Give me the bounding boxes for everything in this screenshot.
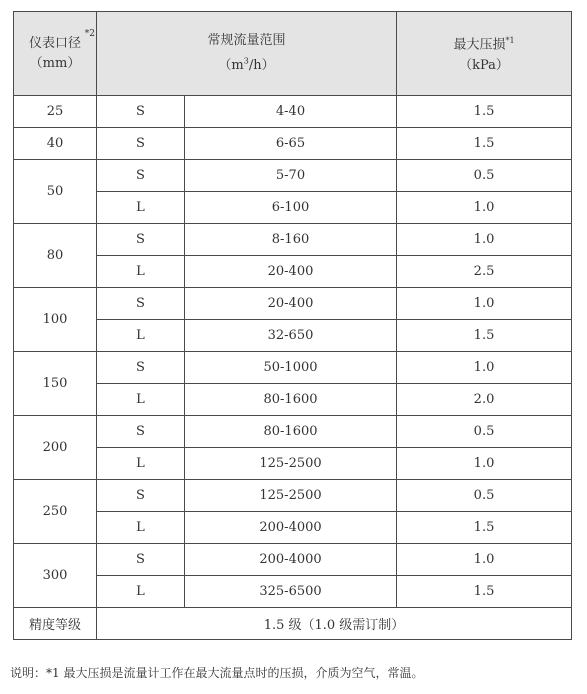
header-loss-unit: （kPa） xyxy=(459,57,509,73)
flow-cell: 20-400 xyxy=(185,256,397,288)
type-cell: S xyxy=(97,96,185,128)
flow-cell: 6-100 xyxy=(185,192,397,224)
header-diameter-label: 仪表口径 xyxy=(28,35,81,51)
header-loss-label: 最大压损 xyxy=(453,37,506,53)
table-row xyxy=(14,544,572,576)
table-row xyxy=(14,320,572,352)
header-diameter xyxy=(14,12,97,96)
diameter-cell: 200 xyxy=(14,416,97,480)
flow-cell: 200-4000 xyxy=(185,544,397,576)
loss-cell: 0.5 xyxy=(397,160,572,192)
accuracy-label: 精度等级 xyxy=(14,608,97,640)
table-row xyxy=(14,96,572,128)
flow-cell: 125-2500 xyxy=(185,448,397,480)
loss-cell: 1.5 xyxy=(397,128,572,160)
diameter-cell: 50 xyxy=(14,160,97,224)
loss-cell: 1.0 xyxy=(397,288,572,320)
loss-cell: 2.0 xyxy=(397,384,572,416)
type-cell: S xyxy=(97,288,185,320)
diameter-cell: 300 xyxy=(14,544,97,608)
footnote: 说明：*1 最大压损是流量计工作在最大流量点时的压损，介质为空气，常温。 xyxy=(10,666,424,680)
header-diameter-unit: （mm） xyxy=(29,55,81,71)
header-diameter-note: *2 xyxy=(84,28,95,39)
loss-cell: 0.5 xyxy=(397,416,572,448)
flow-cell: 8-160 xyxy=(185,224,397,256)
header-flow xyxy=(97,12,397,96)
flow-cell: 6-65 xyxy=(185,128,397,160)
loss-cell: 1.5 xyxy=(397,512,572,544)
type-cell: L xyxy=(97,384,185,416)
flow-cell: 125-2500 xyxy=(185,480,397,512)
flow-cell: 80-1600 xyxy=(185,416,397,448)
table-row xyxy=(14,256,572,288)
table-row xyxy=(14,448,572,480)
type-cell: S xyxy=(97,352,185,384)
type-cell: S xyxy=(97,224,185,256)
table-row xyxy=(14,576,572,608)
loss-cell: 1.0 xyxy=(397,224,572,256)
table-row xyxy=(14,352,572,384)
loss-cell: 1.5 xyxy=(397,320,572,352)
table-row xyxy=(14,512,572,544)
spec-table xyxy=(13,11,572,640)
loss-cell: 2.5 xyxy=(397,256,572,288)
table-row xyxy=(14,288,572,320)
flow-cell: 80-1600 xyxy=(185,384,397,416)
accuracy-value: 1.5 级（1.0 级需订制） xyxy=(97,608,572,640)
type-cell: L xyxy=(97,512,185,544)
header-flow-unit: $(m^3/h)$ xyxy=(218,56,275,73)
diameter-cell: 25 xyxy=(14,96,97,128)
diameter-cell: 250 xyxy=(14,480,97,544)
flow-cell: 200-4000 xyxy=(185,512,397,544)
table-row xyxy=(14,192,572,224)
table-row xyxy=(14,384,572,416)
table-row xyxy=(14,128,572,160)
diameter-cell: 100 xyxy=(14,288,97,352)
diameter-cell: 40 xyxy=(14,128,97,160)
flow-cell: 20-400 xyxy=(185,288,397,320)
type-cell: S xyxy=(97,416,185,448)
type-cell: S xyxy=(97,544,185,576)
loss-cell: 1.0 xyxy=(397,192,572,224)
type-cell: S xyxy=(97,480,185,512)
loss-cell: 1.0 xyxy=(397,544,572,576)
type-cell: L xyxy=(97,192,185,224)
table-row xyxy=(14,224,572,256)
type-cell: S xyxy=(97,128,185,160)
header-row xyxy=(14,12,572,96)
loss-cell: 1.0 xyxy=(397,352,572,384)
accuracy-row xyxy=(14,608,572,640)
diameter-cell: 150 xyxy=(14,352,97,416)
flow-cell: 325-6500 xyxy=(185,576,397,608)
table-row xyxy=(14,416,572,448)
flow-cell: 32-650 xyxy=(185,320,397,352)
header-loss xyxy=(397,12,572,96)
type-cell: L xyxy=(97,448,185,480)
header-loss-note: *1 xyxy=(505,36,515,46)
loss-cell: 1.0 xyxy=(397,448,572,480)
flow-cell: 50-1000 xyxy=(185,352,397,384)
type-cell: L xyxy=(97,576,185,608)
header-flow-label: 常规流量范围 xyxy=(207,33,286,49)
diameter-cell: 80 xyxy=(14,224,97,288)
flow-cell: 4-40 xyxy=(185,96,397,128)
loss-cell: 0.5 xyxy=(397,480,572,512)
table-body xyxy=(14,96,572,608)
flow-cell: 5-70 xyxy=(185,160,397,192)
table-row xyxy=(14,480,572,512)
type-cell: L xyxy=(97,320,185,352)
loss-cell: 1.5 xyxy=(397,576,572,608)
type-cell: L xyxy=(97,256,185,288)
table-row xyxy=(14,160,572,192)
loss-cell: 1.5 xyxy=(397,96,572,128)
type-cell: S xyxy=(97,160,185,192)
